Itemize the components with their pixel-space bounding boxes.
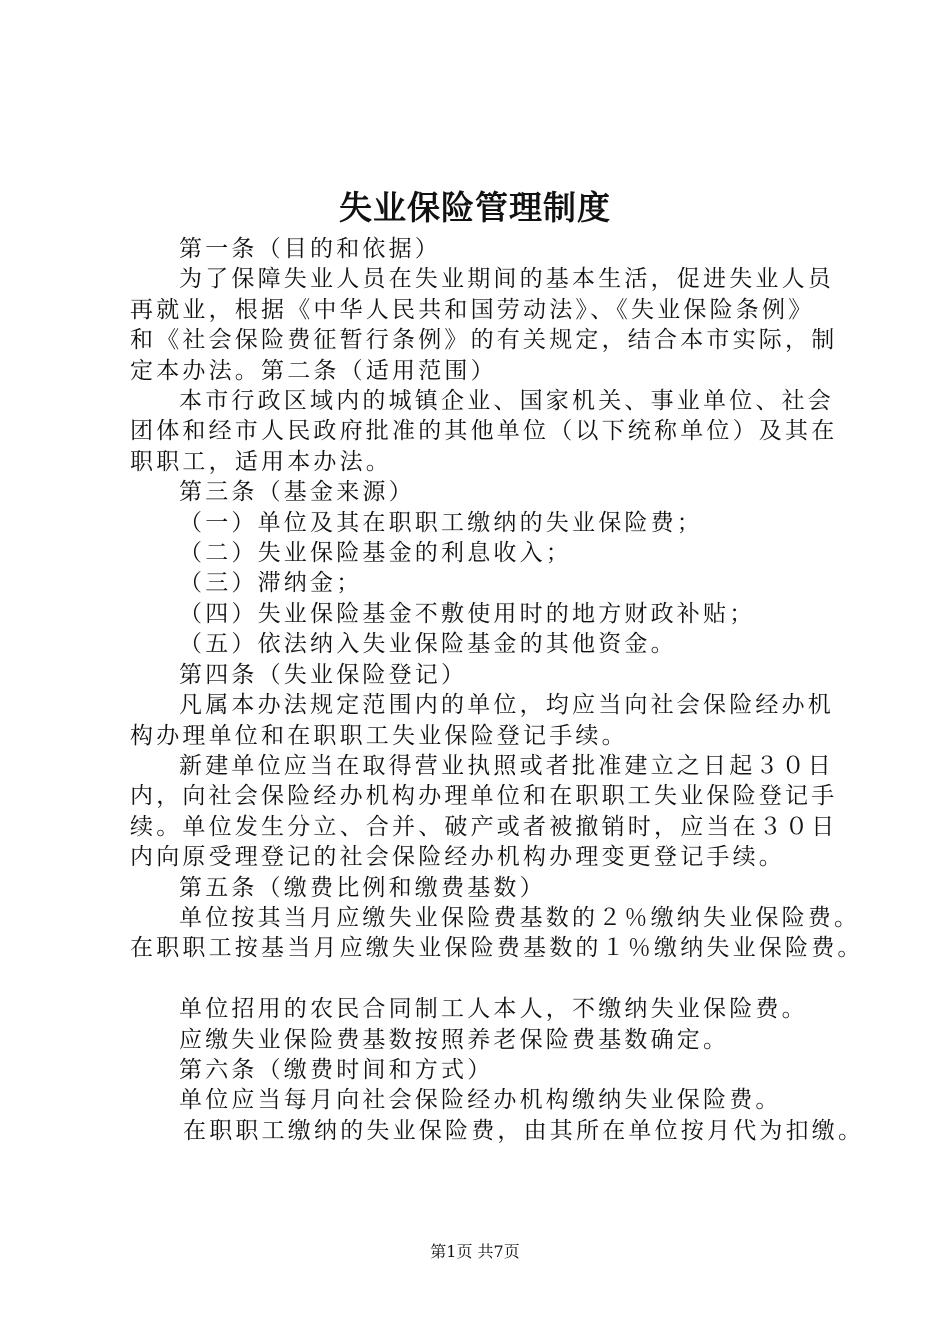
paragraph-line: 构办理单位和在职职工失业保险登记手续。	[130, 722, 628, 749]
document-body	[130, 234, 865, 1146]
paragraph-line: 内向原受理登记的社会保险经办机构办理变更登记手续。	[130, 844, 785, 871]
list-item: （三）滞纳金；	[179, 570, 363, 597]
article-heading: 第六条（缴费时间和方式）	[179, 1056, 494, 1083]
paragraph-line: 内，向社会保险经办机构办理单位和在职职工失业保险登记手	[130, 783, 838, 810]
article-heading: 第四条（失业保险登记）	[179, 661, 468, 688]
list-item: （二）失业保险基金的利息收入；	[179, 540, 572, 567]
paragraph-line: 续。单位发生分立、合并、破产或者被撤销时，应当在３０日	[130, 813, 838, 840]
article-heading: 第五条（缴费比例和缴费基数）	[179, 874, 546, 901]
list-item: （五）依法纳入失业保险基金的其他资金。	[179, 631, 677, 658]
paragraph-line: 凡属本办法规定范围内的单位，均应当向社会保险经办机	[179, 692, 834, 719]
paragraph-line: 新建单位应当在取得营业执照或者批准建立之日起３０日	[179, 752, 834, 779]
paragraph-line: 在职职工按基当月应缴失业保险费基数的１％缴纳失业保险费。	[130, 935, 864, 962]
article-heading: 第一条（目的和依据）	[179, 236, 441, 262]
paragraph-line: 本市行政区域内的城镇企业、国家机关、事业单位、社会	[179, 388, 834, 415]
blank-line	[130, 964, 830, 994]
paragraph-line: 为了保障失业人员在失业期间的基本生活，促进失业人员	[179, 266, 834, 293]
paragraph-line: 和《社会保险费征暂行条例》的有关规定，结合本市实际，制	[130, 327, 838, 354]
paragraph-line: 定本办法。第二条（适用范围）	[130, 357, 497, 384]
paragraph-line: 应缴失业保险费基数按照养老保险费基数确定。	[179, 1026, 730, 1053]
page-footer: 第1页 共7页	[430, 1242, 520, 1261]
document-title: 失业保险管理制度	[339, 188, 611, 227]
paragraph-line: 再就业，根据《中华人民共和国劳动法》、《失业保险条例》	[130, 296, 815, 323]
list-item: （一）单位及其在职职工缴纳的失业保险费；	[179, 509, 703, 536]
paragraph-line: 团体和经市人民政府批准的其他单位（以下统称单位）及其在	[130, 418, 838, 445]
paragraph-line: 单位招用的农民合同制工人本人，不缴纳失业保险费。	[179, 996, 808, 1023]
paragraph-line: 单位按其当月应缴失业保险费基数的２％缴纳失业保险费。	[179, 904, 861, 931]
article-heading: 第三条（基金来源）	[179, 479, 415, 506]
paragraph-line: 职职工，适用本办法。	[130, 448, 392, 475]
list-item: （四）失业保险基金不敷使用时的地方财政补贴；	[179, 600, 756, 627]
paragraph-line: 单位应当每月向社会保险经办机构缴纳失业保险费。	[179, 1087, 782, 1114]
paragraph-line: 在职职工缴纳的失业保险费，由其所在单位按月代为扣缴。	[183, 1117, 865, 1144]
